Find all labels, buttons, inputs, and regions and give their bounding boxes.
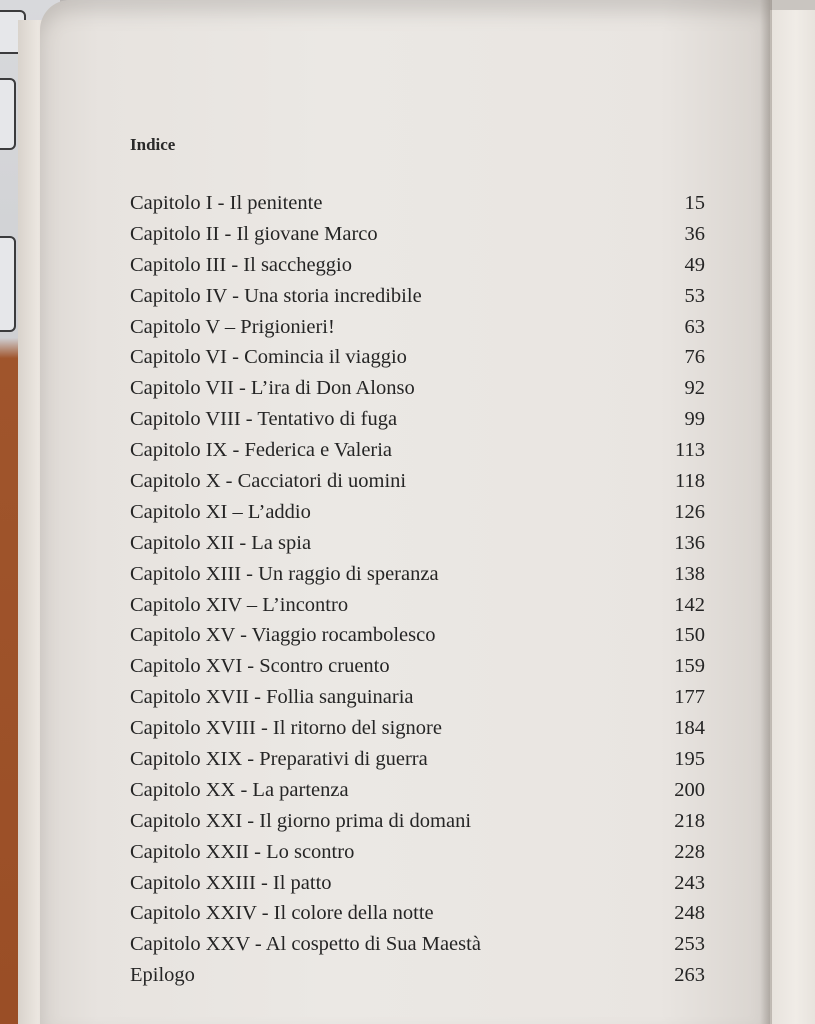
toc-entry-page-number: 177 (674, 686, 705, 709)
toc-entry-title: Capitolo XIX - Preparativi di guerra (130, 748, 428, 771)
toc-entry (130, 219, 705, 250)
toc-entry (130, 250, 705, 281)
toc-entry (130, 342, 705, 373)
toc-entry-page-number: 218 (674, 809, 705, 832)
toc-entry-title: Capitolo XIII - Un raggio di speranza (130, 562, 439, 585)
toc-entry-page-number: 49 (684, 253, 705, 276)
toc-entry-title: Capitolo XV - Viaggio rocambolesco (130, 624, 436, 647)
toc-entry-page-number: 195 (674, 748, 705, 771)
toc-entry-title: Capitolo X - Cacciatori di uomini (130, 470, 407, 493)
toc-entry-title: Epilogo (130, 964, 195, 987)
toc-entry (130, 744, 705, 775)
toc-entry-page-number: 263 (674, 964, 705, 987)
toc-entry-page-number: 184 (674, 717, 705, 740)
toc-entry-page-number: 99 (684, 408, 705, 431)
toc-entry-page-number: 76 (684, 346, 705, 369)
toc-entry (130, 404, 705, 435)
toc-entry (130, 868, 705, 899)
toc-entry-title: Capitolo VII - L’ira di Don Alonso (130, 377, 415, 400)
toc-entry-page-number: 136 (674, 531, 705, 554)
keyboard-key (0, 236, 16, 332)
toc-entry-page-number: 243 (674, 871, 705, 894)
toc-entry-title: Capitolo I - Il penitente (130, 192, 323, 214)
toc-entry (130, 713, 705, 744)
toc-entry-title: Capitolo XXIV - Il colore della notte (130, 902, 434, 925)
toc-entry (130, 806, 705, 837)
table-of-contents (130, 188, 705, 991)
toc-entry-title: Capitolo IX - Federica e Valeria (130, 439, 393, 462)
toc-entry-page-number: 92 (684, 377, 705, 400)
toc-entry (130, 435, 705, 466)
toc-entry-page-number: 113 (675, 439, 705, 462)
toc-entry-title: Capitolo XXV - Al cospetto di Sua Maestà (130, 933, 481, 956)
toc-entry-title: Capitolo II - Il giovane Marco (130, 222, 378, 245)
spine-shadow (760, 0, 772, 1024)
toc-entry-title: Capitolo XI – L’addio (130, 500, 311, 523)
toc-entry-page-number: 126 (674, 500, 705, 523)
toc-entry-title: Capitolo XXI - Il giorno prima di domani (130, 809, 472, 832)
toc-entry-title: Capitolo XX - La partenza (130, 778, 349, 801)
toc-entry-title: Capitolo IV - Una storia incredibile (130, 284, 422, 307)
toc-entry (130, 651, 705, 682)
toc-entry-page-number: 142 (674, 593, 705, 616)
toc-entry (130, 281, 705, 312)
page-title: Indice (130, 135, 176, 154)
toc-entry-page-number: 118 (675, 470, 705, 493)
facing-page-edge (765, 10, 815, 1024)
toc-entry-title: Capitolo XVII - Follia sanguinaria (130, 686, 414, 709)
toc-entry-title: Capitolo XII - La spia (130, 531, 312, 554)
toc-entry (130, 188, 705, 219)
toc-entry (130, 682, 705, 713)
toc-entry-page-number: 150 (674, 624, 705, 647)
toc-entry-title: Capitolo VIII - Tentativo di fuga (130, 408, 398, 431)
toc-entry-page-number: 138 (674, 562, 705, 585)
toc-entry-title: Capitolo XXII - Lo scontro (130, 840, 355, 863)
toc-entry-page-number: 159 (674, 655, 705, 678)
toc-entry-title: Capitolo XVI - Scontro cruento (130, 655, 390, 678)
toc-entry-title: Capitolo VI - Comincia il viaggio (130, 346, 407, 369)
toc-entry (130, 312, 705, 343)
toc-entry-title: Capitolo III - Il saccheggio (130, 253, 353, 276)
toc-entry (130, 898, 705, 929)
toc-entry (130, 960, 705, 991)
toc-entry-page-number: 53 (684, 284, 705, 307)
toc-entry-page-number: 36 (684, 222, 705, 245)
toc-entry-title: Capitolo XXIII - Il patto (130, 871, 332, 894)
toc-entry-page-number: 253 (674, 933, 705, 956)
toc-entry (130, 497, 705, 528)
toc-entry-page-number: 248 (674, 902, 705, 925)
toc-entry (130, 466, 705, 497)
toc-entry (130, 929, 705, 960)
toc-entry-page-number: 228 (674, 840, 705, 863)
toc-entry (130, 837, 705, 868)
toc-entry-title: Capitolo XVIII - Il ritorno del signore (130, 717, 442, 740)
toc-entry-page-number: 63 (684, 315, 705, 338)
toc-entry-title: Capitolo V – Prigionieri! (130, 315, 335, 338)
toc-entry-title: Capitolo XIV – L’incontro (130, 593, 349, 616)
toc-entry (130, 528, 705, 559)
toc-entry-page-number: 15 (684, 192, 705, 214)
toc-entry (130, 775, 705, 806)
toc-entry (130, 590, 705, 621)
toc-entry (130, 620, 705, 651)
toc-entry (130, 373, 705, 404)
keyboard-key (0, 78, 16, 150)
toc-entry (130, 559, 705, 590)
toc-entry-page-number: 200 (674, 778, 705, 801)
